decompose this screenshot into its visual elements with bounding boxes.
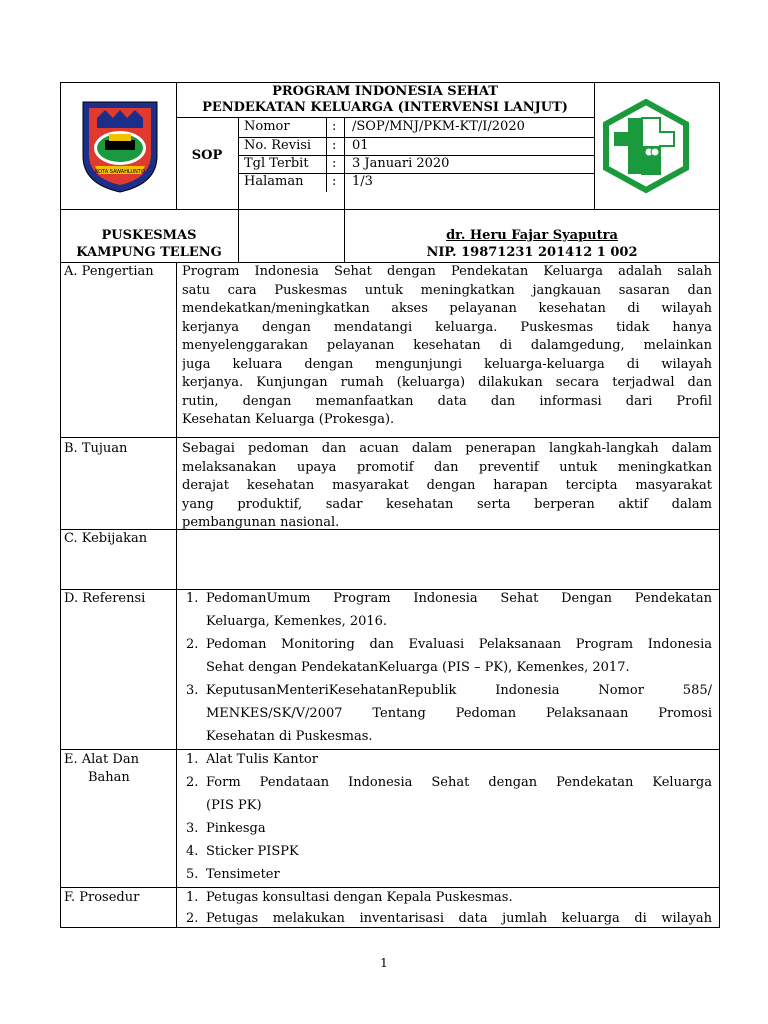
section-a-label: A. Pengertian [64,264,154,279]
equipment-item: 5. Tensimeter [186,867,280,882]
section-b-text: Sebagai pedoman dan acuan dalam penerapan langkah-langkah dalam melaksanakan upaya promotif dan preventif untuk meningkatkan derajat kesehatan masyarakat dengan harapan tercipta masyarakat yang produktif, sadar kesehatan serta berperan aktif dalam pembangunan nasional. [182,441,712,530]
equipment-item: 2. Form Pendataan Indonesia Sehat dengan Pendekatan Keluarga (PIS PK) [186,775,712,813]
meta-sep: : [332,174,337,189]
equipment-item: 3. Pinkesga [186,821,266,836]
document-title-line2: PENDEKATAN KELUARGA (INTERVENSI LANJUT) [202,100,568,115]
section-e-label: E. Alat Dan [64,752,139,767]
procedure-item: 2. Petugas melakukan inventarisasi data jumlah keluarga di wilayah [186,911,712,926]
procedure-item: 1. Petugas konsultasi dengan Kepala Puskesmas. [186,890,513,905]
puskesmas-logo [598,96,694,196]
section-b-label: B. Tujuan [64,441,128,456]
meta-value-revisi: 01 [352,138,369,153]
org-name-line2: KAMPUNG TELENG [76,245,222,260]
reference-item: 2. Pedoman Monitoring dan Evaluasi Pelaksanaan Program Indonesia Sehat dengan PendekatanKeluarga (PIS – PK), Kemenkes, 2017. [186,637,712,675]
meta-sep: : [332,119,337,134]
meta-sep: : [332,138,337,153]
meta-value-halaman: 1/3 [352,174,373,189]
meta-label-halaman: Halaman [244,174,304,189]
section-d-label: D. Referensi [64,591,146,606]
city-emblem-logo [75,96,165,196]
reference-item: 3. KeputusanMenteriKesehatanRepublik Indonesia Nomor 585/ MENKES/SK/V/2007 Tentang Pedoman Pelaksanaan Promosi Kesehatan di Puskesmas. [186,683,712,744]
equipment-item: 4. Sticker PISPK [186,844,299,859]
signer-name: dr. Heru Fajar Syaputra [446,228,618,243]
section-f-label: F. Prosedur [64,890,140,905]
meta-label-nomor: Nomor [244,119,290,134]
meta-label-revisi: No. Revisi [244,138,312,153]
org-name-line1: PUSKESMAS [101,228,197,243]
reference-item: 1. PedomanUmum Program Indonesia Sehat Dengan Pendekatan Keluarga, Kemenkes, 2016. [186,591,712,629]
svg-text:KOTA SAWAHLUNTO: KOTA SAWAHLUNTO [95,169,145,175]
document-title-line1: PROGRAM INDONESIA SEHAT [272,84,498,99]
section-e-label-cont: Bahan [88,770,130,785]
meta-label-terbit: Tgl Terbit [244,156,309,171]
equipment-item: 1. Alat Tulis Kantor [186,752,318,767]
section-a-text: Program Indonesia Sehat dengan Pendekatan Keluarga adalah salah satu cara Puskesmas untuk meningkatkan jangkauan sasaran dan mendekatkan/meningkatkan akses pelayanan kesehatan di wilayah kerjanya dengan mendatangi keluarga. Puskesmas tidak hanya menyelenggarakan pelayanan kesehatan di dalamgedung, melainkan juga keluara dengan mengunjungi keluarga-keluarga di wilayah kerjanya. Kunjungan rumah (keluarga) dilakukan secara terjadwal dan rutin, dengan memanfaatkan data dan informasi dari Profil Kesehatan Keluarga (Prokesga). [182,264,712,427]
section-c-label: C. Kebijakan [64,531,148,546]
meta-value-nomor: /SOP/MNJ/PKM-KT/I/2020 [352,119,525,134]
meta-value-terbit: 3 Januari 2020 [352,156,450,171]
signer-nip: NIP. 19871231 201412 1 002 [426,245,638,260]
page-number: 1 [380,956,388,970]
meta-sep: : [332,156,337,171]
sop-label: SOP [191,148,223,163]
